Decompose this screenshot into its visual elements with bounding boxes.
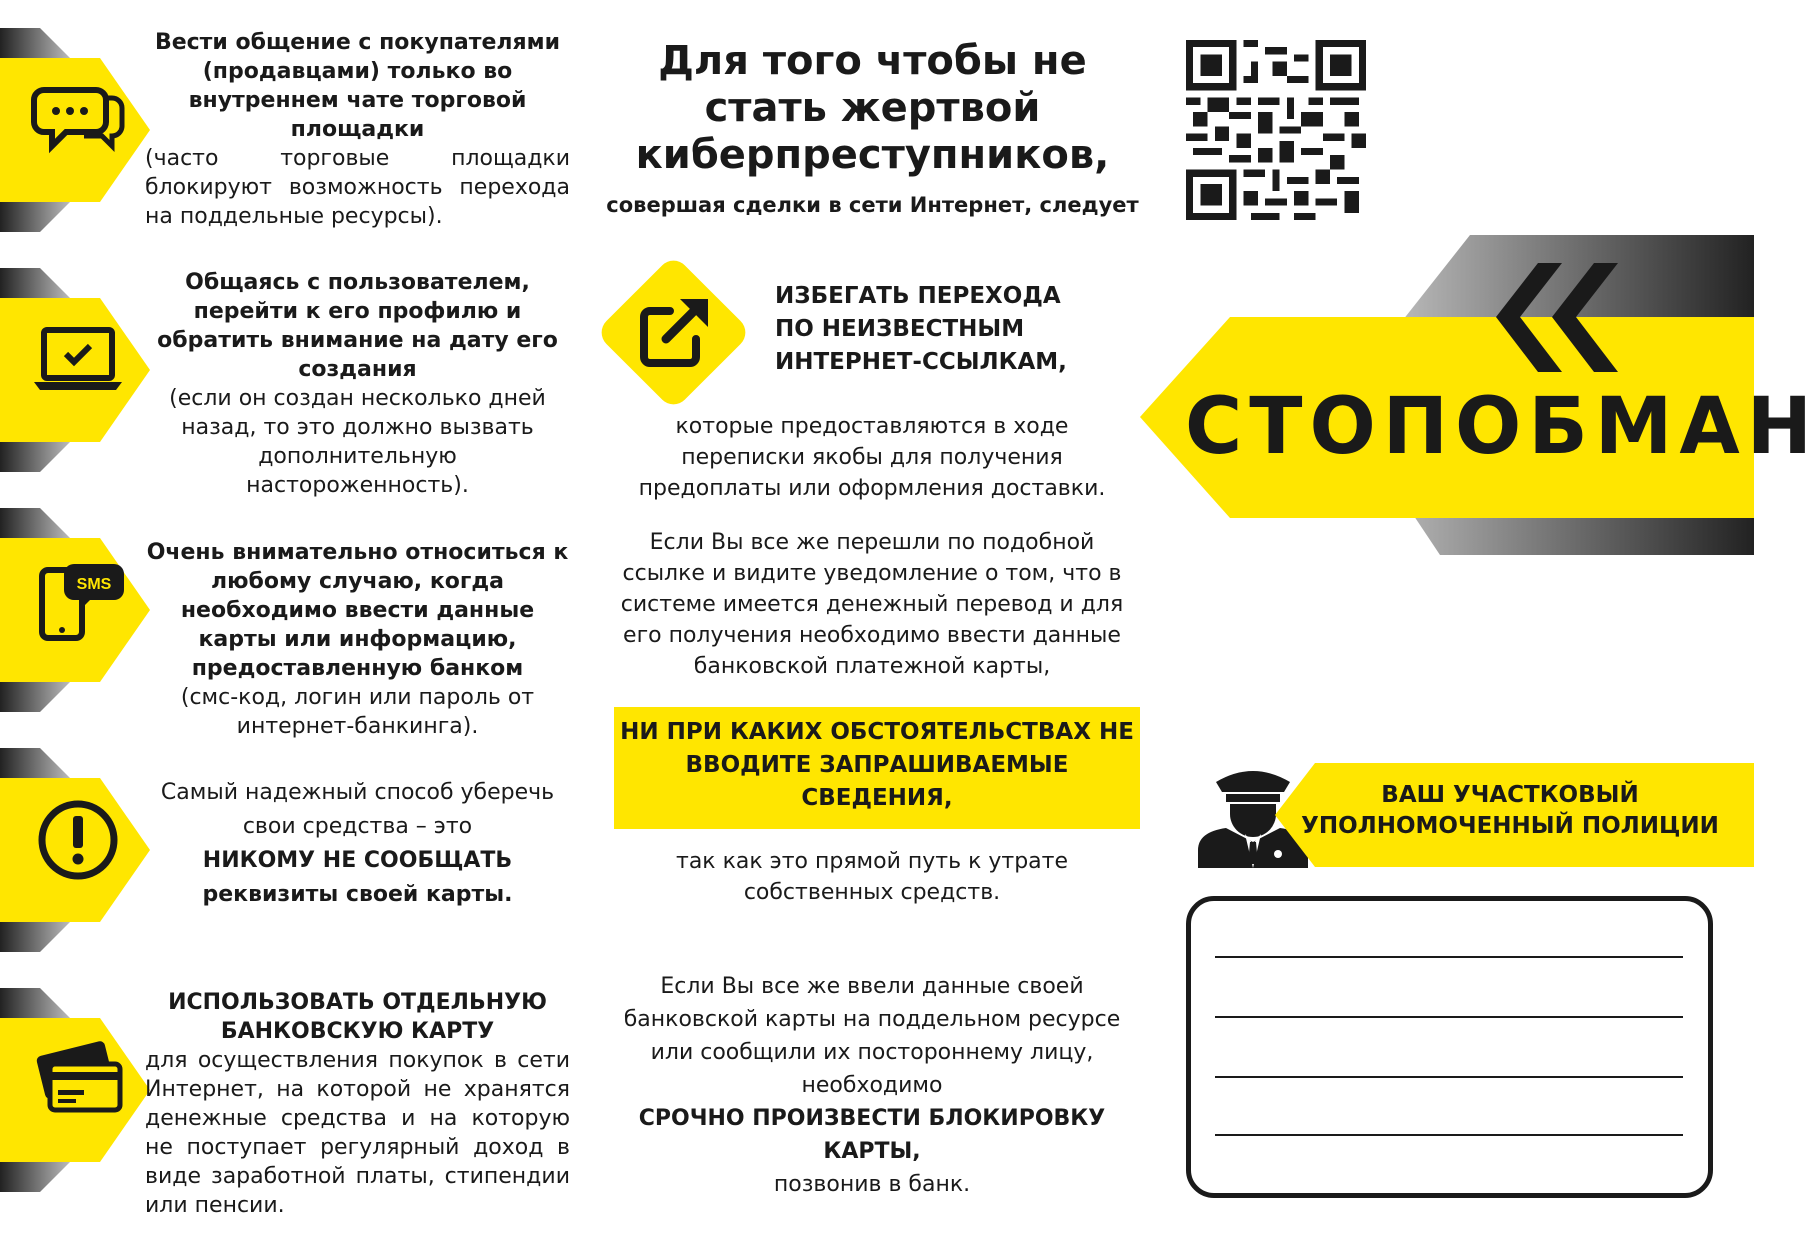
laptop-check-icon	[30, 316, 126, 402]
qr-code-icon	[1186, 40, 1366, 220]
tab-warning	[0, 748, 160, 930]
block-normal-text: (смс-код, логин или пароль от интернет-банкинга).	[180, 685, 535, 739]
sms-phone-icon	[30, 556, 126, 642]
write-line	[1215, 1076, 1683, 1078]
paragraph-4-text: Если Вы все же ввели данные своей банковской карты на поддельном ресурсе или сообщили их постороннему лицу, необходимо	[623, 974, 1121, 1098]
paragraph-3: так как это прямой путь к утрате собственных средств.	[676, 849, 1068, 905]
block-bold-text: Общаясь с пользователем, перейти к его профилю и обратить внимание на дату его создания	[157, 270, 558, 382]
tab-laptop	[0, 268, 160, 450]
highlight-warning: НИ ПРИ КАКИХ ОБСТОЯТЕЛЬСТВАХ НЕ ВВОДИТЕ ЗАПРАШИВАЕМЫЕ СВЕДЕНИЯ,	[614, 707, 1140, 829]
block-normal-text: для осуществления покупок в сети Интернет, на которой не хранятся денежные средства и на которую не поступает регулярный доход в виде заработной платы, стипендии или пенсии.	[145, 1048, 570, 1218]
write-line	[1215, 1016, 1683, 1018]
police-label-text: ВАШ УЧАСТКОВЫЙ УПОЛНОМОЧЕННЫЙ ПОЛИЦИИ	[1301, 782, 1719, 839]
tab-chat	[0, 28, 160, 210]
paragraph-1: которые предоставляются в ходе переписки якобы для получения предоплаты или оформления доставки.	[638, 414, 1106, 501]
block-intro-text: Самый надежный способ уберечь свои средства – это	[160, 780, 555, 839]
write-line	[1215, 956, 1683, 958]
external-link-icon	[596, 255, 751, 410]
left-block-sms	[145, 538, 570, 741]
page-headline: Для того чтобы не стать жертвой киберпреступников,	[635, 38, 1110, 178]
write-line	[1215, 1134, 1683, 1136]
block-bold-text: Вести общение с покупателями (продавцами) только во внутреннем чате торговой площадки	[154, 30, 561, 142]
bank-card-icon	[30, 1036, 126, 1122]
block-bold-text: НИКОМУ НЕ СООБЩАТЬ реквизиты своей карты.	[202, 848, 513, 907]
left-block-profile	[145, 268, 570, 500]
paragraph-2: Если Вы все же перешли по подобной ссылке и видите уведомление о том, что в системе имеется денежный перевод и для его получения необходимо ввести данные банковской платежной карты,	[620, 530, 1124, 679]
block-normal-text: (если он создан несколько дней назад, то это должно вызвать дополнительную настороженность).	[169, 386, 546, 498]
block-normal-text: (часто торговые площадки блокируют возможность перехода на поддельные ресурсы).	[145, 146, 570, 229]
brand-title: СТОПОБМАН	[1185, 382, 1819, 472]
paragraph-4-bold: СРОЧНО ПРОИЗВЕСТИ БЛОКИРОВКУ КАРТЫ,	[638, 1106, 1106, 1164]
left-block-chat	[145, 28, 570, 231]
tab-card	[0, 988, 160, 1170]
contact-card	[1186, 896, 1713, 1198]
avoid-links-title: ИЗБЕГАТЬ ПЕРЕХОДА ПО НЕИЗВЕСТНЫМ ИНТЕРНЕТ-ССЫЛКАМ,	[775, 283, 1067, 375]
svg-text:SMS: SMS	[76, 576, 112, 593]
exclamation-icon	[30, 796, 126, 882]
page-subheadline: совершая сделки в сети Интернет, следует	[606, 193, 1139, 217]
left-block-card	[145, 988, 570, 1220]
paragraph-4-end: позвонив в банк.	[773, 1172, 971, 1197]
tab-sms	[0, 508, 160, 690]
paragraph-4	[612, 970, 1132, 1201]
left-block-warning	[145, 776, 570, 912]
chat-icon	[30, 76, 126, 162]
block-bold-text: ИСПОЛЬЗОВАТЬ ОТДЕЛЬНУЮ БАНКОВСКУЮ КАРТУ	[168, 990, 547, 1044]
block-bold-text: Очень внимательно относиться к любому случаю, когда необходимо ввести данные карты или информацию, предоставленную банком	[146, 540, 569, 681]
